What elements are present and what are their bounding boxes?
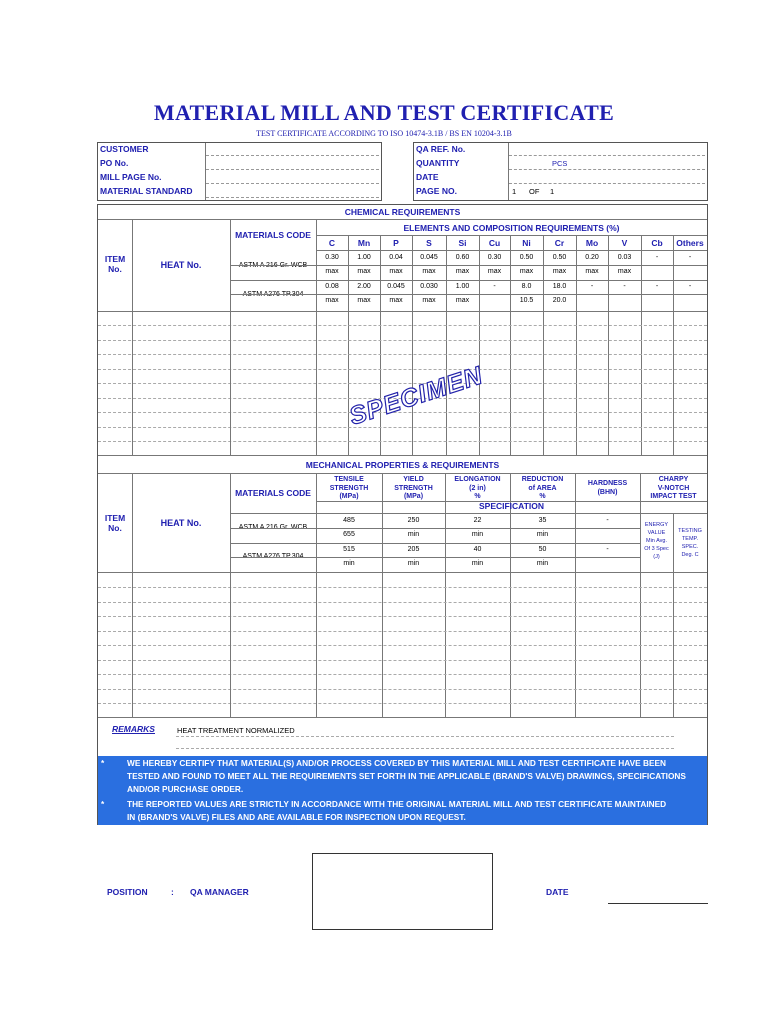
mech-limit-cell: min <box>536 560 549 567</box>
mech-heat-no-header: HEAT No. <box>160 518 202 528</box>
energy-line-4: Of 3 Spec <box>644 546 669 552</box>
energy-line-2: VALUE <box>647 530 666 536</box>
chem-value-cell: - <box>688 254 692 261</box>
chem-limit-cell: max <box>389 297 403 304</box>
date-label-footer: DATE <box>546 887 569 897</box>
chem-limit-cell: max <box>455 297 470 304</box>
date-signature-line[interactable] <box>608 903 708 904</box>
chem-empty-row[interactable] <box>98 383 707 384</box>
element-header-others: Others <box>676 238 704 248</box>
mech-value-cell: 515 <box>343 546 355 553</box>
chem-limit-cell: max <box>585 268 599 275</box>
chem-empty-row[interactable] <box>98 441 707 442</box>
chem-limit-cell: max <box>519 268 534 275</box>
mech-limit-cell: min <box>343 560 355 567</box>
mech-column-header-line: IMPACT TEST <box>650 493 697 500</box>
customer-field[interactable] <box>206 155 379 156</box>
mech-value-cell: 50 <box>538 546 547 553</box>
mill-page-no-field[interactable] <box>206 183 379 184</box>
material-standard-field[interactable] <box>206 197 379 198</box>
energy-value-note <box>640 521 673 561</box>
mech-empty-row[interactable] <box>98 703 707 704</box>
mech-empty-row[interactable] <box>98 616 707 617</box>
header-right-box <box>413 142 708 201</box>
mech-column-header <box>575 480 640 497</box>
mech-empty-row[interactable] <box>98 631 707 632</box>
chem-limit-cell: max <box>487 268 502 275</box>
mech-empty-row[interactable] <box>98 674 707 675</box>
element-header-ni: Ni <box>522 238 531 248</box>
chem-value-cell: 0.30 <box>325 254 339 261</box>
material-standard-label: MATERIAL STANDARD <box>100 186 193 196</box>
mech-value-cell: 205 <box>407 546 420 553</box>
element-header-cu: Cu <box>488 238 501 248</box>
chemical-section-title: CHEMICAL REQUIREMENTS <box>344 207 461 217</box>
chem-value-cell: - <box>688 283 692 290</box>
element-header-p: P <box>393 238 399 248</box>
po-no-field[interactable] <box>206 169 379 170</box>
chem-limit-cell: 10.5 <box>519 297 534 304</box>
mech-empty-row[interactable] <box>98 689 707 690</box>
mech-column-header-line: YIELD <box>403 476 424 483</box>
mech-empty-row[interactable] <box>98 602 707 603</box>
mech-item-no-header <box>98 513 132 533</box>
chem-limit-cell: max <box>422 297 436 304</box>
chem-limit-cell: max <box>455 268 470 275</box>
mech-empty-row[interactable] <box>98 645 707 646</box>
cert-bullet-1: * <box>101 758 105 768</box>
page-current: 1 <box>512 187 517 196</box>
page-subtitle: TEST CERTIFICATE ACCORDING TO ISO 10474-3.1B / BS EN 10204-3.1B <box>256 129 512 138</box>
chem-limit-cell: 20.0 <box>552 297 567 304</box>
mech-value-cell: 40 <box>473 546 482 553</box>
element-header-v: V <box>621 238 628 248</box>
chem-value-cell: 18.0 <box>552 283 567 290</box>
cert-bullet-2: * <box>101 799 105 809</box>
mech-column-header-line: % <box>539 493 546 500</box>
mech-column-header-line: (BHN) <box>597 488 618 496</box>
chem-value-cell: 0.60 <box>455 254 470 261</box>
date-label: DATE <box>416 172 439 182</box>
mech-value-cell: 35 <box>538 517 547 524</box>
element-header-s: S <box>426 238 432 248</box>
chem-limit-cell: max <box>357 268 371 275</box>
mech-limit-cell: min <box>407 531 420 538</box>
elements-title: ELEMENTS AND COMPOSITION REQUIREMENTS (%) <box>403 223 620 233</box>
specimen-watermark: SPECIMEN <box>345 361 487 431</box>
chem-limit-cell: max <box>552 268 567 275</box>
mech-column-header <box>382 476 445 502</box>
mech-empty-row[interactable] <box>98 660 707 661</box>
cert-line-5: IN (BRAND'S VALVE) FILES AND ARE AVAILABLE FOR INSPECTION UPON REQUEST. <box>127 812 466 822</box>
chem-empty-row[interactable] <box>98 369 707 370</box>
position-colon: : <box>171 887 174 897</box>
mech-value-cell: - <box>606 546 609 553</box>
chem-value-cell: 1.00 <box>455 283 470 290</box>
chem-empty-row[interactable] <box>98 427 707 428</box>
chem-value-cell: 0.045 <box>387 283 405 290</box>
page-title: MATERIAL MILL AND TEST CERTIFICATE <box>153 100 615 125</box>
chem-value-cell: 0.30 <box>487 254 502 261</box>
energy-line-3: Min Avg. <box>646 538 667 544</box>
mech-limit-cell: 655 <box>343 531 355 538</box>
page-no-label: PAGE NO. <box>416 186 457 196</box>
mech-limit-cell: min <box>471 560 484 567</box>
chem-limit-cell: max <box>325 268 339 275</box>
chem-value-cell: 1.00 <box>357 254 371 261</box>
chem-item-no-header <box>98 254 132 274</box>
page-of: OF <box>529 187 540 196</box>
chem-value-cell: 0.50 <box>552 254 567 261</box>
qa-ref-label: QA REF. No. <box>416 144 466 154</box>
customer-label: CUSTOMER <box>100 144 149 154</box>
remarks-line-1[interactable] <box>176 736 674 737</box>
mech-column-header-line: STRENGTH <box>329 484 369 492</box>
chem-limit-cell: max <box>389 268 403 275</box>
chem-value-cell: 0.50 <box>519 254 534 261</box>
mech-material-code: ASTM A276 TP.304 <box>242 553 304 560</box>
mech-limit-cell: min <box>471 531 484 538</box>
element-header-mo: Mo <box>585 238 599 248</box>
cert-line-2: TESTED AND FOUND TO MEET ALL THE REQUIREMENTS SET FORTH IN THE APPLICABLE (BRAND'S VALVE) DRAWINGS, SPECIFICATIONS <box>127 771 686 781</box>
mech-empty-row[interactable] <box>98 587 707 588</box>
chem-value-cell: 2.00 <box>357 283 371 290</box>
chem-item-no-text: ITEM No. <box>104 254 126 274</box>
signature-stamp-box[interactable] <box>312 853 493 930</box>
mech-column-header-line: CHARPY <box>658 476 689 483</box>
chem-limit-cell: max <box>422 268 436 275</box>
mech-limit-cell: min <box>536 531 549 538</box>
page-total: 1 <box>550 187 555 196</box>
element-header-c: C <box>328 238 336 248</box>
mechanical-section-title: MECHANICAL PROPERTIES & REQUIREMENTS <box>305 460 500 470</box>
chem-value-cell: 0.030 <box>420 283 438 290</box>
element-header-mn: Mn <box>357 238 371 248</box>
mech-column-header-line: HARDNESS <box>587 480 628 487</box>
element-header-cr: Cr <box>554 238 565 248</box>
quantity-label: QUANTITY <box>416 158 460 168</box>
chem-limit-cell: max <box>325 297 339 304</box>
mech-column-header <box>445 476 510 502</box>
mech-value-cell: 250 <box>407 517 420 524</box>
mech-column-header-line: STRENGTH <box>394 484 433 492</box>
mech-column-header <box>510 476 575 502</box>
testing-line-1: TESTING <box>678 528 702 534</box>
mech-column-header <box>640 476 707 502</box>
mech-column-header-line: (MPa) <box>403 493 424 500</box>
chem-materials-code-header: MATERIALS CODE <box>235 230 311 240</box>
date-field[interactable] <box>509 183 705 184</box>
testing-line-3: SPEC. <box>681 544 699 550</box>
mech-limit-cell: min <box>407 560 420 567</box>
mech-value-cell: 22 <box>473 517 482 524</box>
chem-material-code: ASTM A276 TP.304 <box>242 291 304 298</box>
mech-value-cell: - <box>606 517 609 524</box>
remarks-text: HEAT TREATMENT NORMALIZED <box>177 726 295 735</box>
chem-value-cell: 0.04 <box>389 254 403 261</box>
mech-material-code: ASTM A 216 Gr. WCB <box>238 524 308 531</box>
chem-value-cell: 0.20 <box>585 254 599 261</box>
cert-line-4: THE REPORTED VALUES ARE STRICTLY IN ACCORDANCE WITH THE ORIGINAL MATERIAL MILL AND TEST CERTIFICATE MAINTAINED <box>127 799 667 809</box>
chem-value-cell: - <box>493 283 496 290</box>
header-left-box <box>97 142 382 201</box>
mech-item-no-text: ITEM No. <box>104 513 126 533</box>
quantity-field[interactable] <box>509 169 705 170</box>
remarks-label: REMARKS <box>112 724 155 734</box>
mech-column-header <box>316 476 382 502</box>
po-no-label: PO No. <box>100 158 129 168</box>
mech-column-header-line: TENSILE <box>334 476 364 483</box>
chem-value-cell: 0.08 <box>325 283 339 290</box>
mill-page-no-label: MILL PAGE No. <box>100 172 162 182</box>
energy-line-1: ENERGY <box>644 522 669 528</box>
testing-line-4: Deg. C <box>681 552 699 558</box>
element-header-cb: Cb <box>651 238 663 248</box>
mech-column-header-line: (2 in) <box>469 484 486 492</box>
chem-limit-cell: max <box>617 268 632 275</box>
chem-empty-row[interactable] <box>98 354 707 355</box>
chem-heat-no-header: HEAT No. <box>160 260 202 270</box>
chem-value-cell: - <box>655 283 659 290</box>
mech-value-cell: 485 <box>343 517 355 524</box>
position-label: POSITION <box>107 887 148 897</box>
energy-line-5: (J) <box>653 554 660 560</box>
chem-empty-row[interactable] <box>98 325 707 326</box>
cert-line-1: WE HEREBY CERTIFY THAT MATERIAL(S) AND/OR PROCESS COVERED BY THIS MATERIAL MILL AND TEST CERTIFICATE HAVE BEEN <box>127 758 667 768</box>
chem-value-cell: - <box>590 283 594 290</box>
mech-column-header-line: (MPa) <box>339 493 359 500</box>
mech-column-header-line: V-NOTCH <box>657 484 690 492</box>
testing-line-2: TEMP. <box>681 536 699 542</box>
chem-value-cell: - <box>655 254 659 261</box>
remarks-line-2[interactable] <box>176 748 674 749</box>
chem-value-cell: 0.045 <box>420 254 438 261</box>
chem-value-cell: 8.0 <box>521 283 532 290</box>
mech-column-header-line: % <box>474 493 481 500</box>
testing-temp-note <box>673 527 707 559</box>
specification-label: SPECIFICATION <box>478 501 544 511</box>
cert-line-3: AND/OR PURCHASE ORDER. <box>127 784 244 794</box>
chem-empty-row[interactable] <box>98 340 707 341</box>
chem-material-code: ASTM A 216 Gr. WCB <box>238 262 308 269</box>
certification-block <box>98 756 707 825</box>
chem-limit-cell: max <box>357 297 371 304</box>
position-value: QA MANAGER <box>190 887 249 897</box>
mech-column-header-line: ELONGATION <box>454 476 501 483</box>
chem-value-cell: - <box>623 283 626 290</box>
mech-materials-code-header: MATERIALS CODE <box>235 488 311 498</box>
qa-ref-field[interactable] <box>509 155 705 156</box>
mech-column-header-line: of AREA <box>528 484 557 492</box>
element-header-si: Si <box>458 238 467 248</box>
mech-column-header-line: REDUCTION <box>521 476 564 483</box>
quantity-unit: PCS <box>552 159 568 168</box>
chem-value-cell: 0.03 <box>617 254 632 261</box>
